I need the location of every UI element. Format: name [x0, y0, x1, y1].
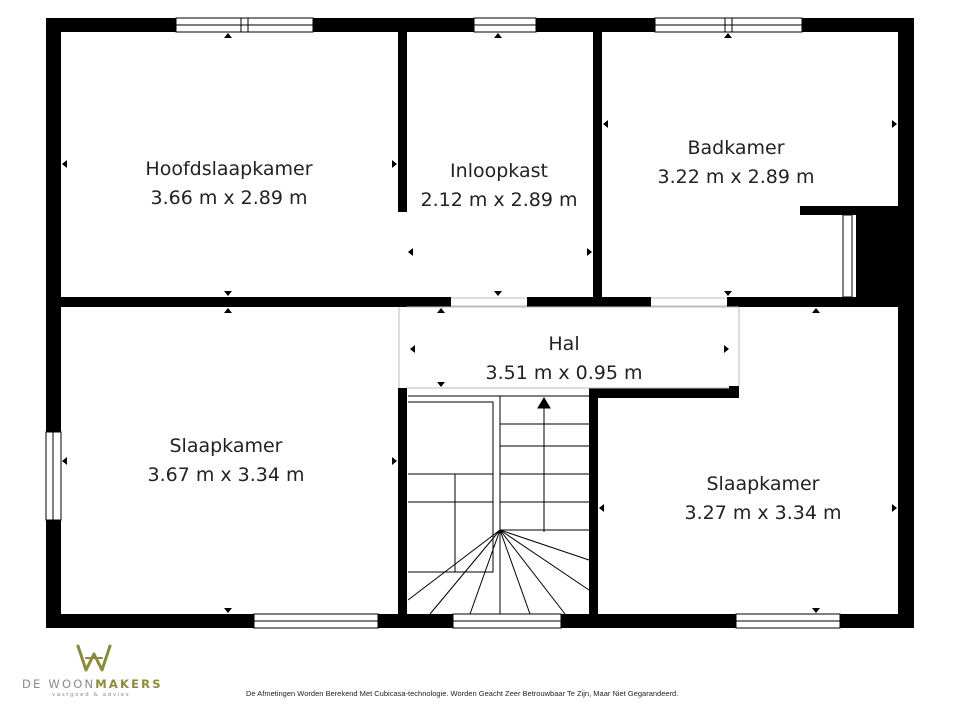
room-size-inloopkast: 2.12 m x 2.89 m — [420, 189, 578, 211]
room-name-hoofdslaapkamer: Hoofdslaapkamer — [145, 158, 313, 180]
brand-suffix: MAKERS — [95, 677, 163, 691]
room-name-slaapkamer-right: Slaapkamer — [706, 473, 820, 495]
room-name-badkamer: Badkamer — [687, 137, 785, 159]
walls — [46, 18, 914, 628]
room-name-inloopkast: Inloopkast — [450, 160, 548, 182]
room-name-slaapkamer-left: Slaapkamer — [169, 435, 283, 457]
room-size-badkamer: 3.22 m x 2.89 m — [657, 166, 815, 188]
windows — [46, 18, 852, 628]
room-size-hoofdslaapkamer: 3.66 m x 2.89 m — [150, 187, 308, 209]
staircase — [408, 396, 589, 614]
woonmakers-logo-icon — [20, 640, 170, 700]
room-name-hal: Hal — [548, 333, 580, 355]
room-size-slaapkamer-left: 3.67 m x 3.34 m — [147, 464, 305, 486]
dimension-markers — [62, 33, 897, 613]
brand-prefix: DE WOON — [22, 677, 96, 691]
disclaimer-text: De Afmetingen Worden Berekend Met Cubicasa-technologie. Worden Geacht Zeer Betrouwbaar Te Zijn, Maar Niet Gegarandeerd. — [246, 689, 679, 698]
brand-tagline: vastgoed & advies — [52, 692, 131, 698]
room-size-slaapkamer-right: 3.27 m x 3.34 m — [684, 502, 842, 524]
room-size-hal: 3.51 m x 0.95 m — [485, 362, 643, 384]
brand-name — [22, 677, 163, 691]
